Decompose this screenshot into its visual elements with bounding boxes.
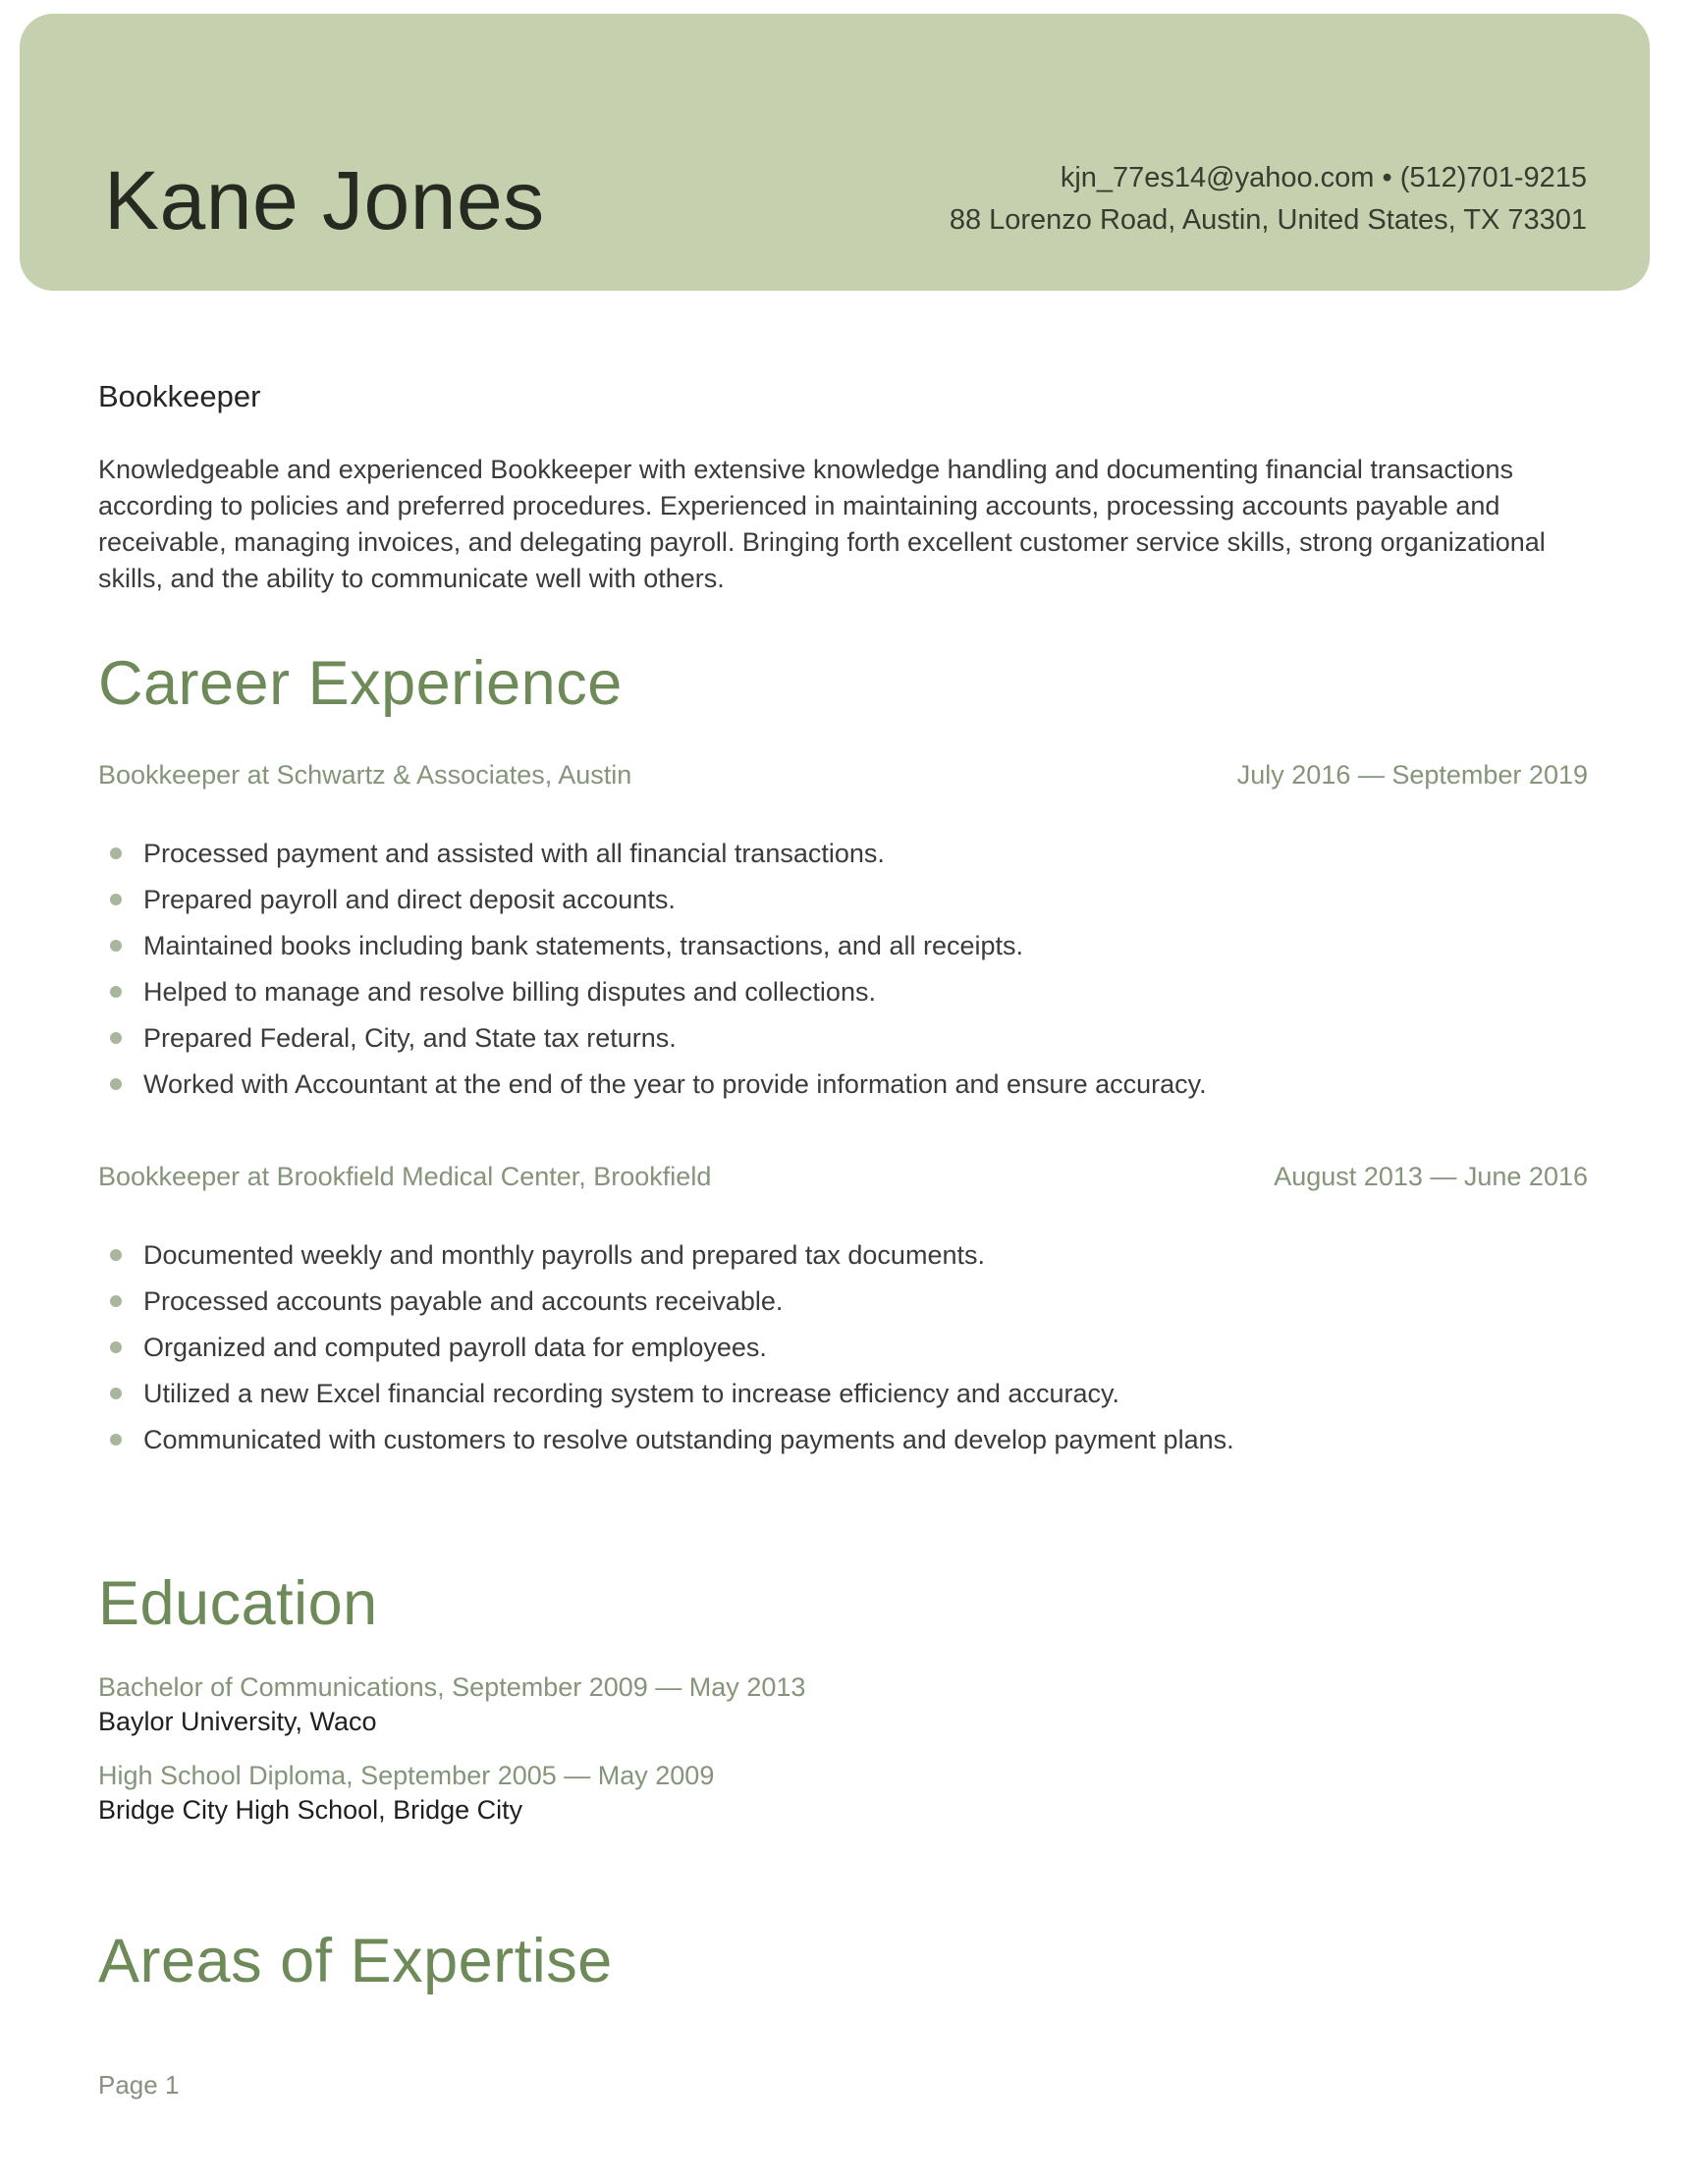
job-bullet-text: Prepared payroll and direct deposit accounts. <box>143 885 676 914</box>
job-entry-dates: August 2013 — June 2016 <box>1274 1162 1588 1191</box>
job-entry-header <box>98 1160 1588 1193</box>
bullet-dot-icon <box>110 1388 122 1399</box>
education-school: Bridge City High School, Bridge City <box>98 1795 523 1825</box>
section-heading-areas-of-expertise: Areas of Expertise <box>98 1927 613 1995</box>
page-number-label: Page 1 <box>98 2070 180 2100</box>
header-band <box>20 14 1650 291</box>
profile-summary: Knowledgeable and experienced Bookkeeper with extensive knowledge handling and documenting financial transactions according to policies and preferred procedures. Experienced in maintaining accounts, processing accounts payable and receivable, managing invoices, and delegating payroll. Bringing forth excellent customer service skills, strong organizational skills, and the ability to communicate well with others. <box>98 455 1546 593</box>
job-bullet-text: Helped to manage and resolve billing disputes and collections. <box>143 977 876 1007</box>
education-entry <box>98 1759 1588 1828</box>
job-bullet-list <box>98 1238 1588 1456</box>
education-school: Baylor University, Waco <box>98 1707 377 1736</box>
education-degree: High School Diploma, September 2005 — May 2009 <box>98 1761 715 1790</box>
section-heading-career-experience: Career Experience <box>98 649 623 718</box>
job-bullet-text: Processed accounts payable and accounts receivable. <box>143 1286 784 1316</box>
contact-address: 88 Lorenzo Road, Austin, United States, TX 73301 <box>949 204 1587 236</box>
candidate-name: Kane Jones <box>104 154 545 246</box>
job-bullet-item <box>98 1377 1588 1410</box>
job-bullet-text: Organized and computed payroll data for employees. <box>143 1333 767 1362</box>
job-bullet-text: Communicated with customers to resolve outstanding payments and develop payment plans. <box>143 1425 1234 1454</box>
job-bullet-text: Documented weekly and monthly payrolls and prepared tax documents. <box>143 1240 985 1270</box>
job-bullet-text: Prepared Federal, City, and State tax returns. <box>143 1023 677 1053</box>
job-bullet-item <box>98 883 1588 916</box>
bullet-dot-icon <box>110 1249 122 1261</box>
job-entry-title: Bookkeeper at Schwartz & Associates, Austin <box>98 760 632 790</box>
section-heading-education: Education <box>98 1569 378 1638</box>
job-bullet-item <box>98 975 1588 1009</box>
job-bullet-text: Utilized a new Excel financial recording system to increase efficiency and accuracy. <box>143 1379 1119 1408</box>
bullet-dot-icon <box>110 1341 122 1353</box>
education-entry <box>98 1670 1588 1739</box>
job-entry <box>98 1160 1588 1456</box>
bullet-dot-icon <box>110 1434 122 1446</box>
bullet-dot-icon <box>110 1295 122 1307</box>
job-bullet-item <box>98 1423 1588 1456</box>
resume-body <box>0 291 1689 2000</box>
job-entry-title: Bookkeeper at Brookfield Medical Center, Brookfield <box>98 1162 712 1191</box>
job-bullet-text: Processed payment and assisted with all financial transactions. <box>143 839 885 868</box>
bullet-dot-icon <box>110 847 122 859</box>
bullet-dot-icon <box>110 894 122 905</box>
bullet-dot-icon <box>110 986 122 998</box>
job-entry <box>98 758 1588 1101</box>
job-bullet-item <box>98 1067 1588 1101</box>
job-bullet-item <box>98 837 1588 870</box>
job-bullet-item <box>98 1331 1588 1364</box>
job-bullet-list <box>98 837 1588 1101</box>
bullet-dot-icon <box>110 940 122 952</box>
education-degree: Bachelor of Communications, September 2009 — May 2013 <box>98 1672 806 1702</box>
bullet-dot-icon <box>110 1078 122 1090</box>
job-bullet-item <box>98 929 1588 962</box>
job-bullet-item <box>98 1238 1588 1272</box>
job-bullet-text: Worked with Accountant at the end of the year to provide information and ensure accuracy. <box>143 1069 1207 1099</box>
job-bullet-item <box>98 1021 1588 1055</box>
job-bullet-text: Maintained books including bank statements, transactions, and all receipts. <box>143 931 1024 960</box>
job-bullet-item <box>98 1284 1588 1318</box>
bullet-dot-icon <box>110 1032 122 1044</box>
job-entry-dates: July 2016 — September 2019 <box>1236 760 1588 790</box>
contact-email-phone: kjn_77es14@yahoo.com • (512)701-9215 <box>1060 162 1587 193</box>
contact-block <box>950 157 1587 242</box>
job-entry-header <box>98 758 1588 792</box>
profile-job-title: Bookkeeper <box>98 379 261 413</box>
